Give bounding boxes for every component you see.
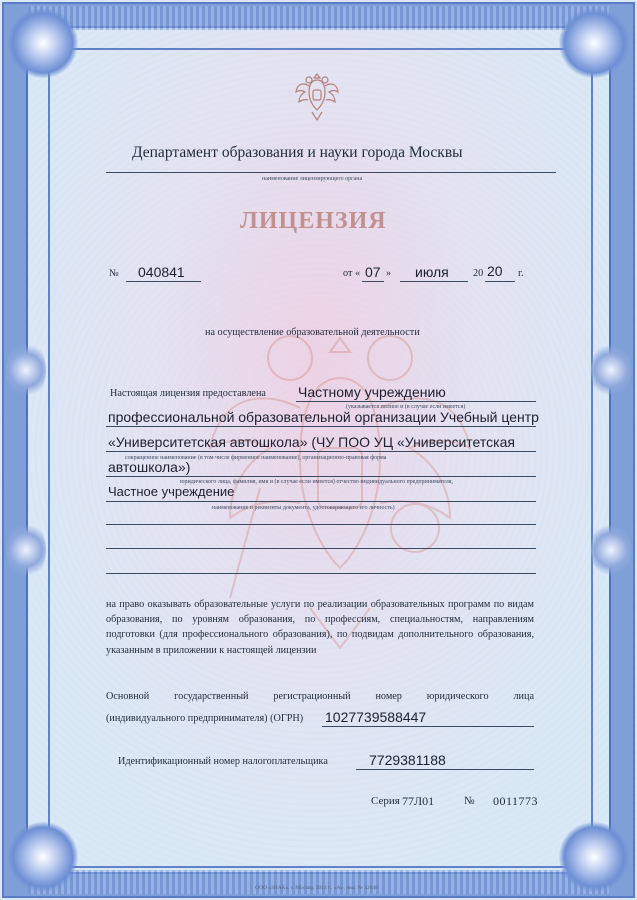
year-unit: г. [518, 268, 524, 279]
corner-rosette-icon [8, 8, 78, 78]
licensee-line-1: Частному учреждению [298, 384, 446, 400]
series-label: Серия [371, 795, 400, 807]
corner-rosette-icon [559, 8, 629, 78]
rule [106, 426, 536, 427]
licensee-line-5: Частное учреждение [108, 484, 235, 499]
side-knot-icon [6, 340, 46, 400]
rule [106, 573, 536, 574]
ogrn-label-1: Основной государственный регистрационный номер юридического лица [106, 691, 534, 702]
series-number-label: № [464, 795, 475, 807]
rule [106, 476, 536, 477]
coat-of-arms-icon [294, 68, 340, 124]
licensee-line-3: «Университетская автошкола» (ЧУ ПОО УЦ «Университетская [108, 434, 515, 450]
rights-text: на право оказывать образовательные услуги по реализации образовательных программ по видам образования, по уровням образования, по профессиям, специальностям, направлениям подготовки (для профессионального образования), по подвидам дополнительного образования, указанным в приложении к настоящей лицензии [106, 599, 534, 656]
licensee-line-4: автошкола») [108, 459, 191, 475]
rule [106, 172, 556, 173]
rule [296, 401, 536, 402]
licensee-caption-3: юридического лица, фамилия, имя и (в случае если имеется) отчество индивидуального предпринимателя, [180, 479, 454, 485]
side-knot-icon [591, 340, 631, 400]
series-number: 0011773 [493, 794, 539, 808]
department-name: Департамент образования и науки города Москвы [132, 144, 463, 161]
side-knot-icon [6, 520, 46, 580]
licensee-caption-1: (указывается полное и (в случае если имеется) [346, 404, 466, 410]
rule [106, 524, 536, 525]
inn-value: 7729381188 [369, 752, 446, 768]
license-number: 040841 [138, 264, 185, 280]
rule [356, 769, 534, 770]
department-caption: наименование лицензирующего органа [262, 176, 363, 182]
licensee-caption-4: наименование и реквизиты документа, удостоверяющего его личность) [212, 505, 395, 511]
series-value: 77Л01 [402, 794, 435, 808]
side-knot-icon [591, 520, 631, 580]
date-close: » [386, 268, 392, 279]
purpose: на осуществление образовательной деятельности [205, 327, 420, 338]
corner-rosette-icon [559, 822, 629, 892]
rule [106, 451, 536, 452]
licensee-line-2: профессиональной образовательной организации Учебный центр [108, 409, 539, 425]
rule [106, 548, 536, 549]
corner-rosette-icon [8, 822, 78, 892]
rule [106, 501, 536, 502]
rule [485, 281, 515, 282]
rule [362, 281, 384, 282]
printer-footer: ООО «ЗНАК», г. Москва, 2014 г., «А», лиц. № 32648 [255, 885, 378, 891]
issue-month: июля [415, 264, 449, 280]
number-prefix: № [109, 268, 119, 279]
year-prefix: 20 [473, 268, 484, 279]
licensee-caption-2: сокращенное наименование (в том числе фирменное наименование), организационно-правовая форма [125, 455, 387, 461]
date-prefix: от « [343, 268, 361, 279]
rule [400, 281, 468, 282]
document-title: ЛИЦЕНЗИЯ [240, 208, 387, 234]
rule [126, 281, 201, 282]
inn-label: Идентификационный номер налогоплательщика [118, 756, 328, 767]
top-guilloche [28, 6, 609, 30]
issue-day: 07 [365, 264, 381, 280]
issue-year: 20 [487, 263, 503, 279]
licensee-intro: Настоящая лицензия предоставлена [110, 388, 266, 399]
rule [322, 726, 534, 727]
ogrn-value: 1027739588447 [325, 709, 427, 725]
ogrn-label-2: (индивидуального предпринимателя) (ОГРН) [106, 713, 304, 724]
